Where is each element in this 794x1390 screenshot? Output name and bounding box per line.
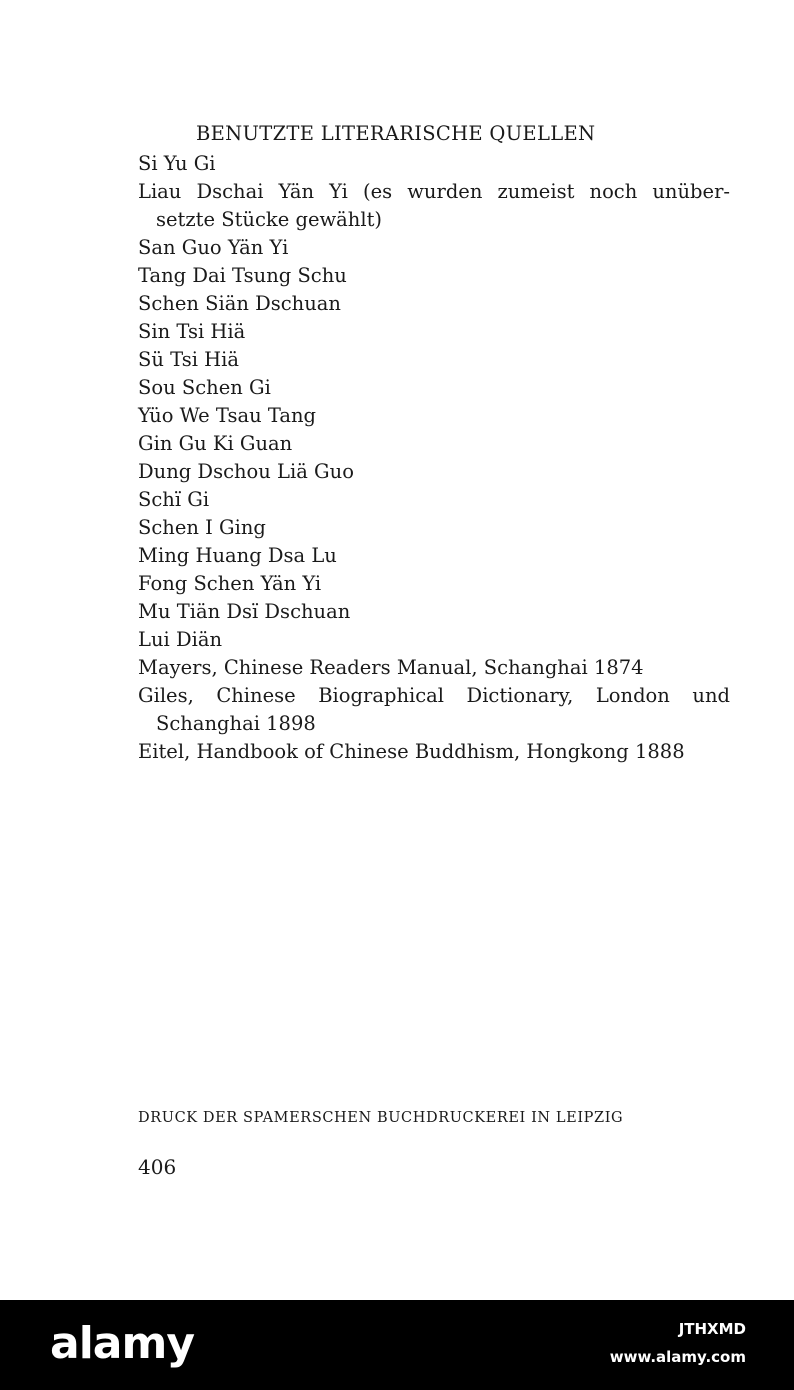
entry-text: Liau Dschai Yän Yi (es wurden zumeist noch unüber- xyxy=(138,180,730,203)
entry-text: San Guo Yän Yi xyxy=(138,236,289,259)
list-item xyxy=(138,598,730,626)
entry-continuation: setzte Stücke gewählt) xyxy=(156,208,383,231)
entry-text: Fong Schen Yän Yi xyxy=(138,572,322,595)
entry-text: Schen Siän Dschuan xyxy=(138,292,341,315)
entry-continuation: Schanghai 1898 xyxy=(156,712,316,735)
page-number: 406 xyxy=(138,1155,177,1179)
list-item xyxy=(138,514,730,542)
list-item xyxy=(138,570,730,598)
list-item xyxy=(138,374,730,402)
entry-text: Ming Huang Dsa Lu xyxy=(138,544,337,567)
list-item xyxy=(138,178,730,234)
entry-text: Sin Tsi Hiä xyxy=(138,320,246,343)
entry-text: Dung Dschou Liä Guo xyxy=(138,460,354,483)
list-item xyxy=(138,346,730,374)
entry-text: Eitel, Handbook of Chinese Buddhism, Hongkong 1888 xyxy=(138,740,685,763)
list-item xyxy=(138,682,730,738)
site-url: www.alamy.com xyxy=(609,1348,746,1366)
entry-text: Tang Dai Tsung Schu xyxy=(138,264,347,287)
section-heading: BENUTZTE LITERARISCHE QUELLEN xyxy=(196,122,596,145)
entry-text: Giles, Chinese Biographical Dictionary, London und xyxy=(138,684,730,707)
source-list xyxy=(138,150,730,766)
entry-text: Sü Tsi Hiä xyxy=(138,348,240,371)
entry-text: Si Yu Gi xyxy=(138,152,216,175)
entry-text: Lui Diän xyxy=(138,628,222,651)
image-id: JTHXMD xyxy=(678,1320,746,1338)
list-item xyxy=(138,290,730,318)
entry-text: Sou Schen Gi xyxy=(138,376,271,399)
list-item xyxy=(138,430,730,458)
entry-text: Yüo We Tsau Tang xyxy=(138,404,317,427)
watermark-bar xyxy=(0,1300,794,1390)
entry-text: Gin Gu Ki Guan xyxy=(138,432,293,455)
list-item xyxy=(138,542,730,570)
list-item xyxy=(138,738,730,766)
list-item xyxy=(138,486,730,514)
entry-text: Mayers, Chinese Readers Manual, Schanghai 1874 xyxy=(138,656,644,679)
list-item xyxy=(138,150,730,178)
list-item xyxy=(138,262,730,290)
list-item xyxy=(138,318,730,346)
list-item xyxy=(138,626,730,654)
list-item xyxy=(138,234,730,262)
list-item xyxy=(138,402,730,430)
entry-text: Mu Tiän Dsï Dschuan xyxy=(138,600,351,623)
list-item xyxy=(138,654,730,682)
printer-imprint: DRUCK DER SPAMERSCHEN BUCHDRUCKEREI IN LEIPZIG xyxy=(138,1110,624,1126)
entry-text: Schen I Ging xyxy=(138,516,266,539)
alamy-logo: alamy xyxy=(50,1318,194,1369)
list-item xyxy=(138,458,730,486)
entry-text: Schï Gi xyxy=(138,488,210,511)
